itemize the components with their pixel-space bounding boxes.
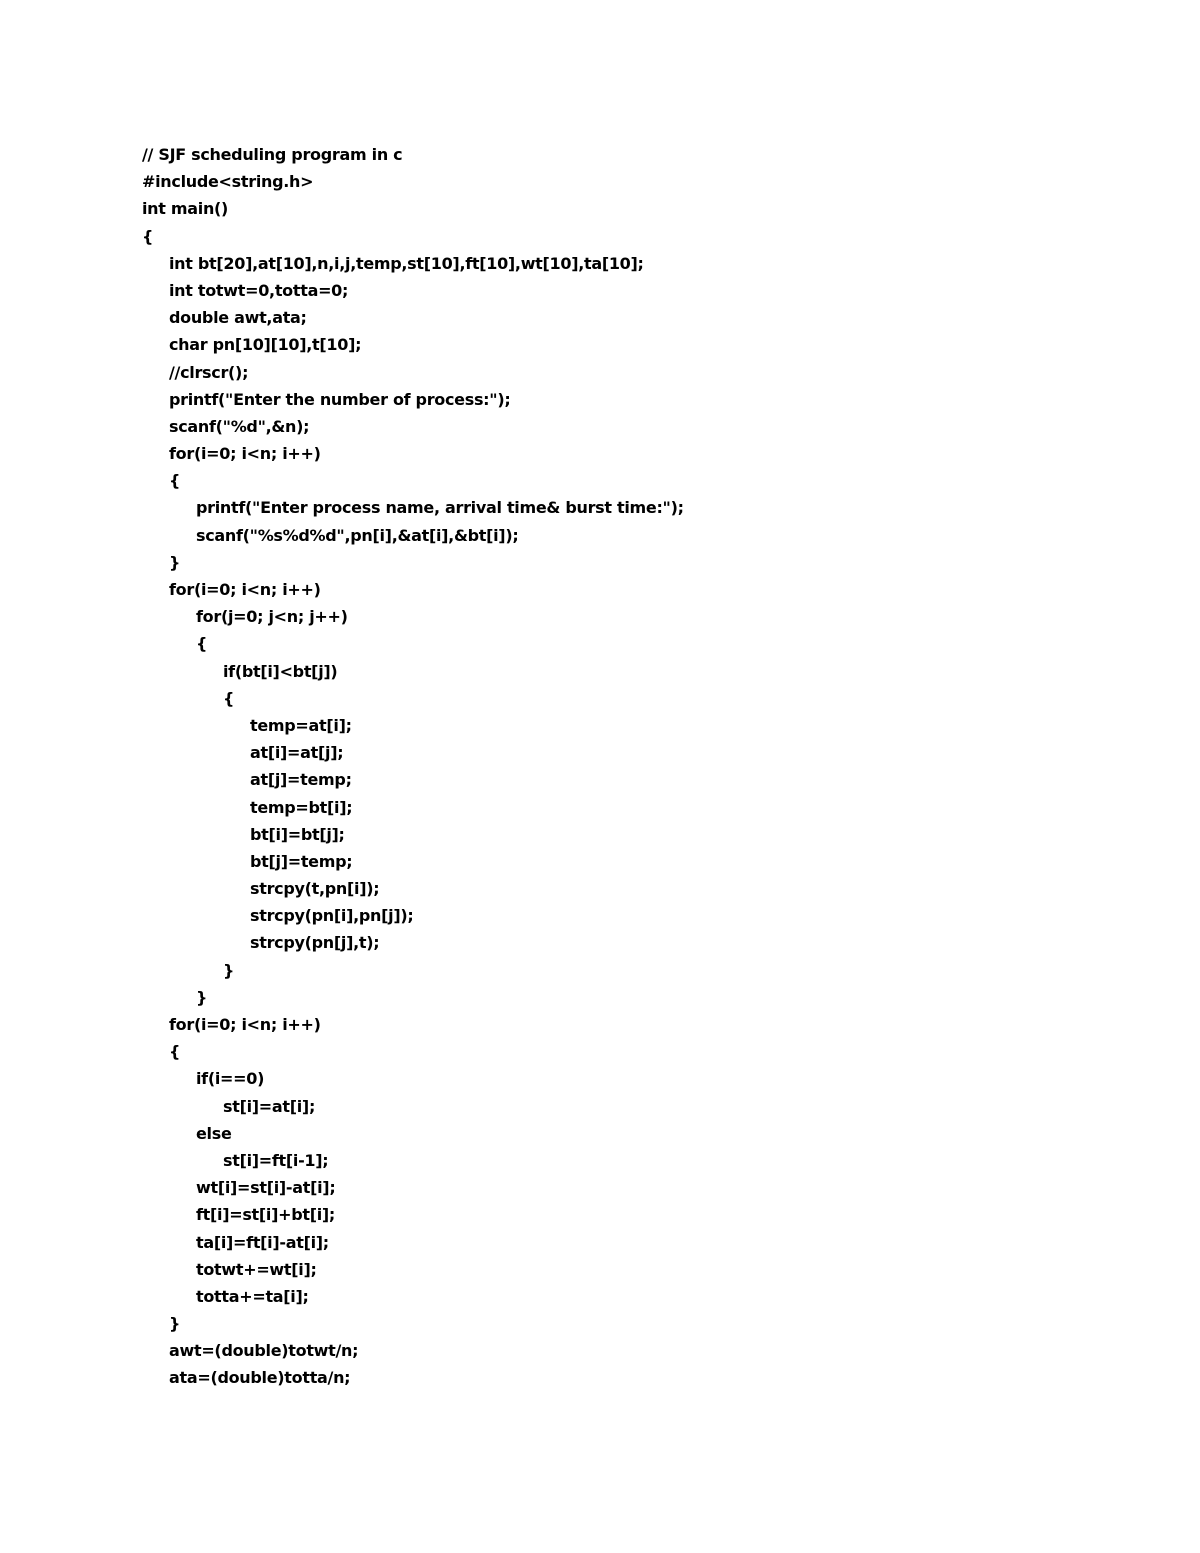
code-line: for(i=0; i<n; i++) (169, 580, 321, 599)
code-line: st[i]=at[i]; (223, 1096, 316, 1116)
code-line: ata=(double)totta/n; (169, 1368, 351, 1388)
code-line: scanf("%s%d%d",pn[i],&at[i],&bt[i]); (196, 525, 519, 545)
code-line: at[i]=at[j]; (250, 743, 344, 763)
code-line: ft[i]=st[i]+bt[i]; (196, 1205, 336, 1225)
code-line: totwt+=wt[i]; (196, 1259, 317, 1279)
code-line: if(i==0) (196, 1069, 265, 1089)
code-line: for(i=0; i<n; i++) (169, 444, 321, 464)
code-line: wt[i]=st[i]-at[i]; (196, 1178, 336, 1198)
code-line: strcpy(pn[j],t); (250, 933, 380, 953)
code-line: int bt[20],at[10],n,i,j,temp,st[10],ft[10],wt[10],ta[10]; (169, 253, 644, 273)
code-line: } (169, 552, 181, 572)
code-line: { (223, 688, 235, 708)
code-line: strcpy(pn[i],pn[j]); (250, 906, 414, 926)
code-line: if(bt[i]<bt[j]) (223, 661, 338, 681)
code-line: printf("Enter process name, arrival time& burst time:"); (196, 498, 684, 518)
code-line: st[i]=ft[i-1]; (223, 1150, 329, 1170)
code-line: for(i=0; i<n; i++) (169, 1015, 321, 1034)
code-line: bt[i]=bt[j]; (250, 824, 345, 844)
code-line: else (196, 1123, 232, 1143)
code-line: } (223, 960, 235, 980)
code-line: { (169, 1042, 181, 1062)
code-line: scanf("%d",&n); (169, 416, 310, 436)
code-line: { (196, 634, 208, 654)
code-line: // SJF scheduling program in c (142, 145, 403, 164)
code-listing (142, 141, 684, 1392)
code-line: } (169, 1314, 181, 1334)
code-line: temp=bt[i]; (250, 797, 353, 817)
code-line: temp=at[i]; (250, 715, 352, 735)
code-line: { (169, 471, 181, 491)
code-line: for(j=0; j<n; j++) (196, 607, 348, 627)
code-line: { (142, 226, 154, 246)
code-line: ta[i]=ft[i]-at[i]; (196, 1232, 329, 1252)
code-line: //clrscr(); (169, 362, 249, 382)
code-line: at[j]=temp; (250, 770, 352, 790)
code-line: totta+=ta[i]; (196, 1286, 309, 1306)
code-line: #include<string.h> (142, 172, 314, 192)
code-line: strcpy(t,pn[i]); (250, 879, 380, 899)
code-line: char pn[10][10],t[10]; (169, 335, 362, 355)
code-line: double awt,ata; (169, 308, 307, 328)
code-line: printf("Enter the number of process:"); (169, 389, 511, 409)
code-line: bt[j]=temp; (250, 851, 353, 871)
code-line: int main() (142, 199, 229, 219)
code-line: awt=(double)totwt/n; (169, 1341, 359, 1361)
code-line: } (196, 987, 208, 1007)
code-line: int totwt=0,totta=0; (169, 280, 349, 300)
